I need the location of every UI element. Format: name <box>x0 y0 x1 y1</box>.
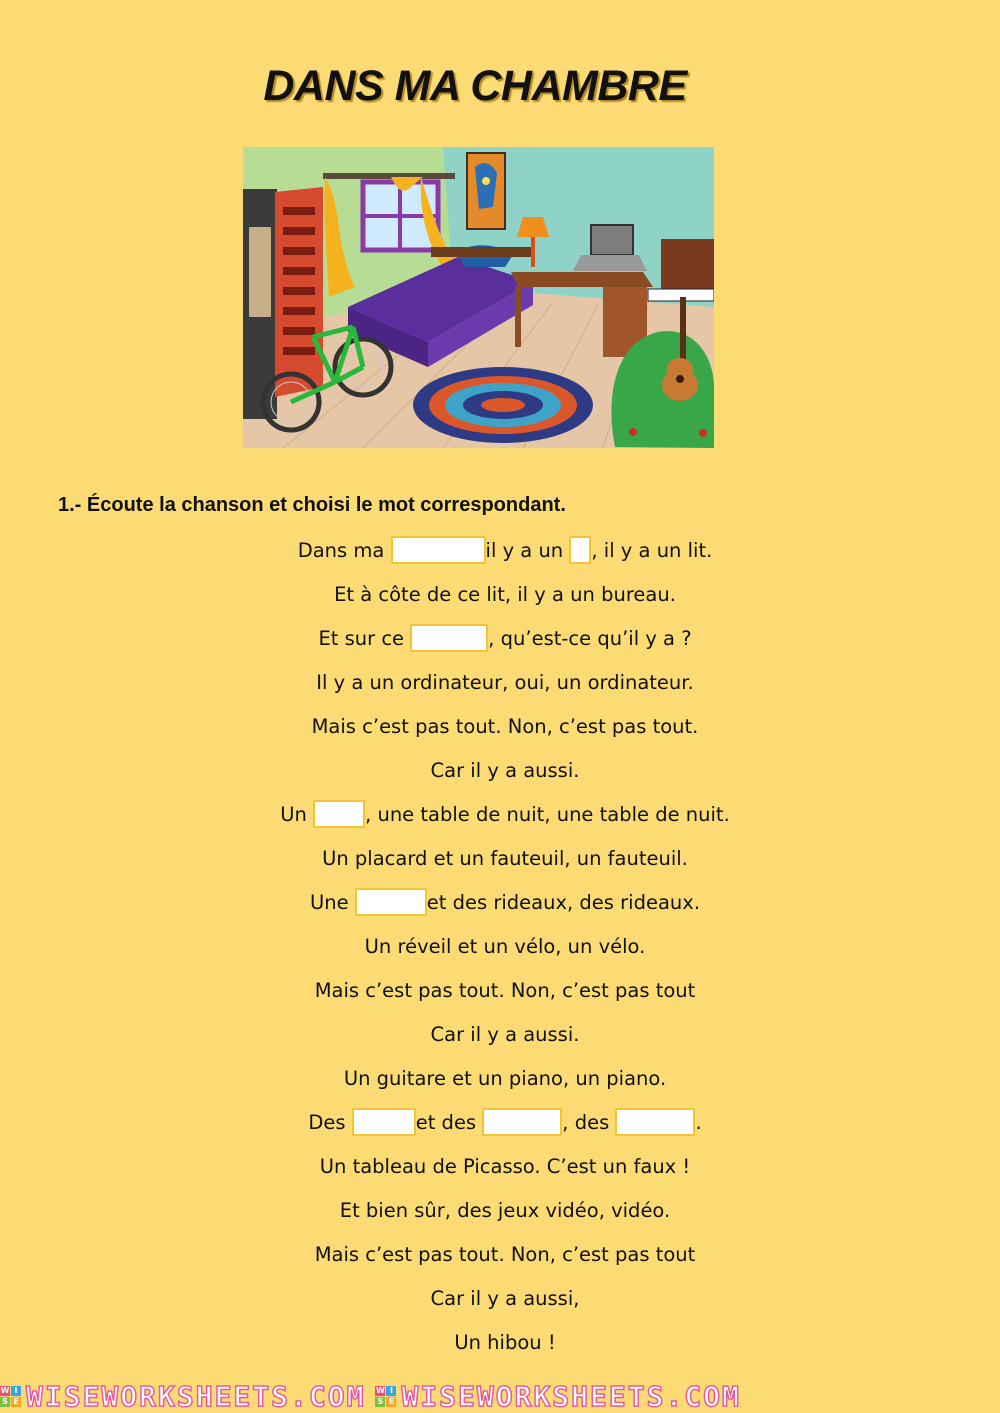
brand-watermark <box>0 1380 365 1413</box>
lyric-text: , il y a un lit. <box>591 539 713 562</box>
brand-text: WISEWORKSHEETS.COM <box>401 1380 741 1413</box>
lyric-text: Un guitare et un piano, un piano. <box>343 1067 667 1090</box>
lyric-text: et des rideaux, des rideaux. <box>426 891 701 914</box>
answer-blank[interactable] <box>391 536 486 564</box>
answer-blank[interactable] <box>355 888 427 916</box>
lyric-text: Des <box>308 1111 352 1134</box>
answer-blank[interactable] <box>615 1108 695 1136</box>
answer-blank[interactable] <box>569 536 591 564</box>
lyric-text: Mais c’est pas tout. Non, c’est pas tout <box>314 979 696 1002</box>
brand-logo-icon <box>375 1386 396 1407</box>
lyric-line <box>5 1195 1000 1239</box>
lyric-text: Mais c’est pas tout. Non, c’est pas tout. <box>311 715 699 738</box>
brand-logo-square: S <box>375 1397 385 1407</box>
exercise-instruction: 1.- Écoute la chanson et choisi le mot correspondant. <box>58 494 566 516</box>
lyric-line <box>5 1063 1000 1107</box>
lyric-text: Car il y a aussi. <box>430 759 580 782</box>
lyric-line <box>5 843 1000 887</box>
lyric-text: Un tableau de Picasso. C’est un faux ! <box>319 1155 691 1178</box>
lyric-line <box>5 1239 1000 1283</box>
bedroom-illustration <box>243 147 714 448</box>
footer-watermark <box>0 1380 1000 1413</box>
lyric-text: , des <box>562 1111 616 1134</box>
brand-watermark <box>375 1380 740 1413</box>
brand-logo-square: S <box>0 1397 10 1407</box>
lyric-text: Et sur ce <box>318 627 411 650</box>
lyric-line <box>5 799 1000 843</box>
brand-logo-square: W <box>0 1386 10 1395</box>
brand-logo-square: E <box>11 1397 21 1407</box>
lyric-line <box>5 1327 1000 1371</box>
brand-logo-square: E <box>386 1397 396 1407</box>
lyric-text: Et bien sûr, des jeux vidéo, vidéo. <box>339 1199 671 1222</box>
lyric-text: Un <box>280 803 314 826</box>
lyric-line <box>5 623 1000 667</box>
answer-blank[interactable] <box>410 624 488 652</box>
lyric-line <box>5 579 1000 623</box>
lyric-text: Un placard et un fauteuil, un fauteuil. <box>322 847 688 870</box>
lyric-text: Et à côte de ce lit, il y a un bureau. <box>334 583 676 606</box>
lyric-line <box>5 887 1000 931</box>
lyric-line <box>5 975 1000 1019</box>
lyric-text: , qu’est-ce qu’il y a ? <box>488 627 692 650</box>
brand-logo-square: W <box>376 1386 385 1395</box>
lyric-text: Un réveil et un vélo, un vélo. <box>364 935 646 958</box>
lyric-line <box>5 1107 1000 1151</box>
lyric-text: Car il y a aussi, <box>430 1287 580 1310</box>
lyric-text: Une <box>309 891 355 914</box>
brand-logo-square: I <box>386 1386 396 1396</box>
lyric-line <box>5 1283 1000 1327</box>
brand-text: WISEWORKSHEETS.COM <box>26 1380 366 1413</box>
lyric-line <box>5 711 1000 755</box>
lyric-text: , une table de nuit, une table de nuit. <box>365 803 730 826</box>
brand-logo-icon <box>0 1386 21 1407</box>
brand-logo-square: I <box>11 1386 21 1396</box>
answer-blank[interactable] <box>482 1108 562 1136</box>
answer-blank[interactable] <box>352 1108 416 1136</box>
lyric-text: Dans ma <box>297 539 391 562</box>
lyric-text: . <box>695 1111 702 1134</box>
lyric-line <box>5 1151 1000 1195</box>
answer-blank[interactable] <box>313 800 365 828</box>
lyric-text: et des <box>415 1111 483 1134</box>
worksheet-title: DANS MA CHAMBRE <box>263 62 687 110</box>
lyric-line <box>5 755 1000 799</box>
lyric-line <box>5 667 1000 711</box>
lyric-line <box>5 931 1000 975</box>
lyric-text: Un hibou ! <box>454 1331 556 1354</box>
lyric-text: Car il y a aussi. <box>430 1023 580 1046</box>
lyric-line <box>5 1019 1000 1063</box>
song-lyrics <box>5 535 1000 1371</box>
lyric-text: Il y a un ordinateur, oui, un ordinateur. <box>316 671 694 694</box>
lyric-text: Mais c’est pas tout. Non, c’est pas tout <box>314 1243 696 1266</box>
lyric-line <box>5 535 1000 579</box>
lyric-text: il y a un <box>485 539 570 562</box>
